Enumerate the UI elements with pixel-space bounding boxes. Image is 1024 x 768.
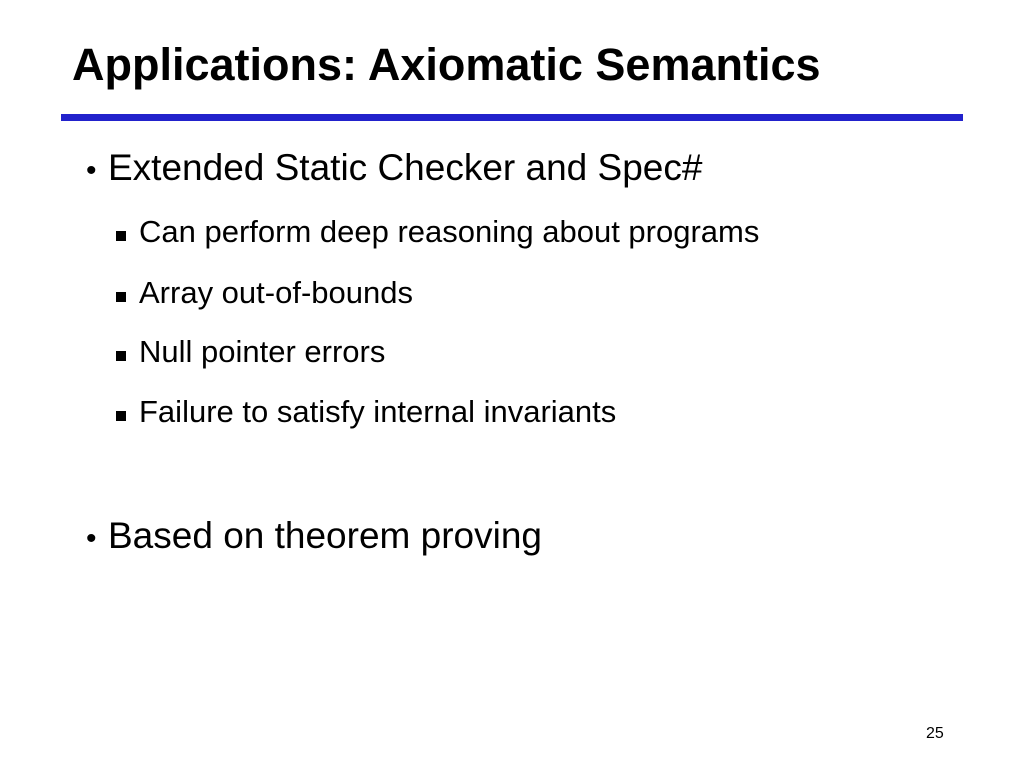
square-bullet-icon [116, 231, 126, 241]
title-underline [61, 114, 963, 121]
sub-bullet-text: Null pointer errors [139, 334, 386, 369]
square-bullet-icon [116, 351, 126, 361]
bullet-dot-icon: • [86, 522, 97, 555]
sub-bullet-text: Failure to satisfy internal invariants [139, 394, 617, 429]
sub-bullet-item [116, 274, 413, 311]
bullet-item [86, 146, 702, 190]
bullet-dot-icon: • [86, 154, 97, 187]
square-bullet-icon [116, 292, 126, 302]
square-bullet-icon [116, 411, 126, 421]
page-number: 25 [926, 725, 944, 742]
sub-bullet-item [116, 213, 759, 250]
bullet-text: Extended Static Checker and Spec# [108, 147, 703, 188]
bullet-item [86, 514, 542, 558]
sub-bullet-item [116, 333, 385, 370]
slide-title: Applications: Axiomatic Semantics [72, 39, 821, 90]
sub-bullet-item [116, 393, 616, 430]
sub-bullet-text: Can perform deep reasoning about programs [139, 214, 760, 249]
bullet-text: Based on theorem proving [108, 515, 542, 556]
sub-bullet-text: Array out-of-bounds [139, 275, 413, 310]
